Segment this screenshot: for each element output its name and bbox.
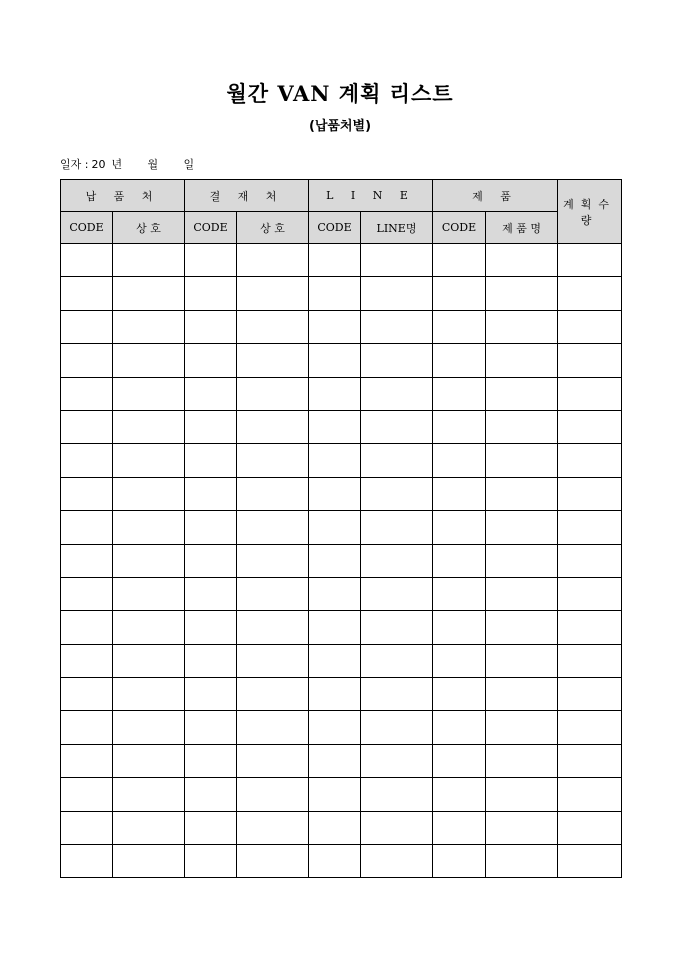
- table-cell: [237, 244, 309, 277]
- table-cell: [433, 244, 486, 277]
- table-cell: [185, 310, 237, 343]
- table-cell: [486, 377, 558, 410]
- table-cell: [361, 845, 433, 878]
- table-cell: [433, 611, 486, 644]
- table-cell: [309, 845, 361, 878]
- table-cell: [237, 644, 309, 677]
- table-cell: [113, 778, 185, 811]
- table-cell: [309, 744, 361, 777]
- table-cell: [113, 811, 185, 844]
- table-cell: [237, 678, 309, 711]
- table-cell: [185, 845, 237, 878]
- table-cell: [309, 244, 361, 277]
- table-cell: [113, 410, 185, 443]
- table-body: [61, 244, 622, 878]
- table-cell: [433, 544, 486, 577]
- date-year-unit: 년: [111, 158, 123, 171]
- table-row: [61, 744, 622, 777]
- subheader-line-code: CODE: [309, 212, 361, 244]
- table-cell: [113, 544, 185, 577]
- table-cell: [185, 811, 237, 844]
- header-line: L I N E: [309, 180, 433, 212]
- table-row: [61, 477, 622, 510]
- table-cell: [113, 444, 185, 477]
- table-row: [61, 811, 622, 844]
- table-row: [61, 277, 622, 310]
- table-cell: [309, 377, 361, 410]
- table-cell: [361, 611, 433, 644]
- table-row: [61, 644, 622, 677]
- table-cell: [361, 678, 433, 711]
- date-year-prefix: 20: [91, 158, 106, 171]
- table-cell: [237, 744, 309, 777]
- table-cell: [185, 678, 237, 711]
- date-label: 일자 :: [60, 158, 89, 171]
- table-cell: [486, 778, 558, 811]
- table-row: [61, 310, 622, 343]
- table-cell: [433, 277, 486, 310]
- table-cell: [558, 377, 622, 410]
- table-cell: [185, 611, 237, 644]
- table-cell: [558, 711, 622, 744]
- subheader-line-name: LINE명: [361, 212, 433, 244]
- table-cell: [433, 845, 486, 878]
- table-cell: [309, 344, 361, 377]
- table-cell: [113, 277, 185, 310]
- table-cell: [361, 477, 433, 510]
- table-row: [61, 244, 622, 277]
- table-row: [61, 611, 622, 644]
- table-cell: [113, 310, 185, 343]
- table-cell: [486, 477, 558, 510]
- table-cell: [61, 611, 113, 644]
- table-cell: [433, 377, 486, 410]
- table-cell: [61, 711, 113, 744]
- table-cell: [309, 477, 361, 510]
- table-cell: [61, 744, 113, 777]
- table-cell: [185, 410, 237, 443]
- table-row: [61, 778, 622, 811]
- table-cell: [309, 511, 361, 544]
- table-cell: [558, 477, 622, 510]
- table-cell: [486, 845, 558, 878]
- subheader-payer-code: CODE: [185, 212, 237, 244]
- table-cell: [361, 778, 433, 811]
- table-cell: [361, 544, 433, 577]
- table-cell: [433, 477, 486, 510]
- table-cell: [61, 444, 113, 477]
- table-cell: [237, 811, 309, 844]
- table-cell: [237, 845, 309, 878]
- table-cell: [558, 811, 622, 844]
- table-cell: [433, 511, 486, 544]
- van-plan-table: [60, 179, 622, 878]
- table-cell: [433, 711, 486, 744]
- date-day-unit: 일: [183, 158, 195, 171]
- table-row: [61, 678, 622, 711]
- table-cell: [237, 711, 309, 744]
- table-cell: [61, 277, 113, 310]
- table-cell: [185, 511, 237, 544]
- table-cell: [433, 644, 486, 677]
- table-cell: [61, 644, 113, 677]
- table-cell: [309, 310, 361, 343]
- table-cell: [237, 344, 309, 377]
- table-cell: [361, 511, 433, 544]
- table-cell: [237, 410, 309, 443]
- date-month-unit: 월: [147, 158, 159, 171]
- table-cell: [185, 477, 237, 510]
- table-cell: [113, 244, 185, 277]
- table-cell: [433, 778, 486, 811]
- table-cell: [558, 678, 622, 711]
- table-cell: [486, 678, 558, 711]
- table-cell: [361, 244, 433, 277]
- table-cell: [185, 377, 237, 410]
- table-cell: [361, 444, 433, 477]
- table-cell: [237, 377, 309, 410]
- table-cell: [61, 577, 113, 610]
- table-cell: [486, 544, 558, 577]
- table-cell: [61, 811, 113, 844]
- table-cell: [185, 544, 237, 577]
- table-cell: [486, 277, 558, 310]
- subheader-supplier-code: CODE: [61, 212, 113, 244]
- table-row: [61, 444, 622, 477]
- table-cell: [558, 277, 622, 310]
- table-cell: [361, 410, 433, 443]
- table-cell: [558, 845, 622, 878]
- table-cell: [113, 644, 185, 677]
- table-cell: [61, 377, 113, 410]
- table-cell: [185, 344, 237, 377]
- table-cell: [558, 344, 622, 377]
- table-cell: [361, 577, 433, 610]
- table-cell: [433, 344, 486, 377]
- table-cell: [433, 577, 486, 610]
- header-planned-quantity: 계획수량: [558, 180, 622, 244]
- table-cell: [361, 344, 433, 377]
- table-cell: [185, 277, 237, 310]
- table-cell: [113, 611, 185, 644]
- table-cell: [486, 511, 558, 544]
- subheader-product-name: 제 품 명: [486, 212, 558, 244]
- table-cell: [185, 244, 237, 277]
- table-cell: [433, 444, 486, 477]
- table-cell: [558, 778, 622, 811]
- subheader-supplier-name: 상 호: [113, 212, 185, 244]
- table-cell: [486, 310, 558, 343]
- table-cell: [237, 310, 309, 343]
- table-cell: [237, 778, 309, 811]
- table-cell: [558, 544, 622, 577]
- table-cell: [185, 711, 237, 744]
- table-cell: [309, 811, 361, 844]
- table-cell: [361, 277, 433, 310]
- table-cell: [558, 577, 622, 610]
- document-title: 월간 VAN 계획 리스트: [226, 81, 454, 106]
- table-cell: [558, 444, 622, 477]
- table-cell: [486, 744, 558, 777]
- table-cell: [558, 310, 622, 343]
- table-cell: [237, 577, 309, 610]
- table-cell: [61, 544, 113, 577]
- table-cell: [309, 611, 361, 644]
- table-cell: [558, 410, 622, 443]
- table-cell: [486, 444, 558, 477]
- table-cell: [309, 644, 361, 677]
- table-cell: [486, 611, 558, 644]
- table-cell: [113, 744, 185, 777]
- table-row: [61, 410, 622, 443]
- table-cell: [309, 577, 361, 610]
- table-cell: [486, 711, 558, 744]
- table-cell: [61, 845, 113, 878]
- table-cell: [558, 744, 622, 777]
- table-cell: [113, 845, 185, 878]
- table-cell: [558, 644, 622, 677]
- table-cell: [113, 344, 185, 377]
- table-cell: [113, 511, 185, 544]
- table-cell: [558, 611, 622, 644]
- table-cell: [237, 511, 309, 544]
- table-cell: [113, 678, 185, 711]
- table-cell: [61, 310, 113, 343]
- table-row: [61, 577, 622, 610]
- table-cell: [185, 444, 237, 477]
- table-row: [61, 511, 622, 544]
- table-cell: [237, 444, 309, 477]
- table-row: [61, 711, 622, 744]
- table-cell: [486, 577, 558, 610]
- table-cell: [433, 744, 486, 777]
- table-cell: [309, 277, 361, 310]
- table-cell: [113, 577, 185, 610]
- table-cell: [309, 444, 361, 477]
- header-supplier: 납 품 처: [61, 180, 185, 212]
- table-cell: [361, 644, 433, 677]
- table-cell: [113, 477, 185, 510]
- table-cell: [237, 277, 309, 310]
- table-cell: [558, 511, 622, 544]
- table-cell: [361, 310, 433, 343]
- date-line: [60, 156, 194, 172]
- table-row: [61, 544, 622, 577]
- table-cell: [433, 811, 486, 844]
- table-cell: [309, 711, 361, 744]
- table-cell: [558, 244, 622, 277]
- table-cell: [361, 811, 433, 844]
- table-cell: [486, 811, 558, 844]
- table-cell: [433, 410, 486, 443]
- table-cell: [237, 611, 309, 644]
- table-cell: [185, 778, 237, 811]
- table-cell: [486, 644, 558, 677]
- table-cell: [237, 477, 309, 510]
- table-cell: [113, 711, 185, 744]
- header-product: 제 품: [433, 180, 558, 212]
- table-cell: [309, 778, 361, 811]
- table-cell: [361, 377, 433, 410]
- table-cell: [361, 744, 433, 777]
- subheader-payer-name: 상 호: [237, 212, 309, 244]
- table-cell: [185, 577, 237, 610]
- table-row: [61, 377, 622, 410]
- table-cell: [61, 778, 113, 811]
- table-cell: [237, 544, 309, 577]
- table-cell: [61, 678, 113, 711]
- table-cell: [185, 644, 237, 677]
- table-cell: [61, 244, 113, 277]
- table-cell: [361, 711, 433, 744]
- table-row: [61, 344, 622, 377]
- table-cell: [113, 377, 185, 410]
- table-cell: [433, 310, 486, 343]
- header-payer: 결 재 처: [185, 180, 309, 212]
- table-cell: [486, 244, 558, 277]
- table-cell: [61, 410, 113, 443]
- table-cell: [486, 344, 558, 377]
- table-cell: [61, 511, 113, 544]
- table-cell: [61, 344, 113, 377]
- table-cell: [309, 544, 361, 577]
- table-cell: [309, 678, 361, 711]
- subheader-product-code: CODE: [433, 212, 486, 244]
- document-subtitle: (납품처별): [308, 119, 372, 134]
- table-cell: [185, 744, 237, 777]
- table-cell: [486, 410, 558, 443]
- table-cell: [61, 477, 113, 510]
- table-cell: [433, 678, 486, 711]
- table-row: [61, 845, 622, 878]
- table-cell: [309, 410, 361, 443]
